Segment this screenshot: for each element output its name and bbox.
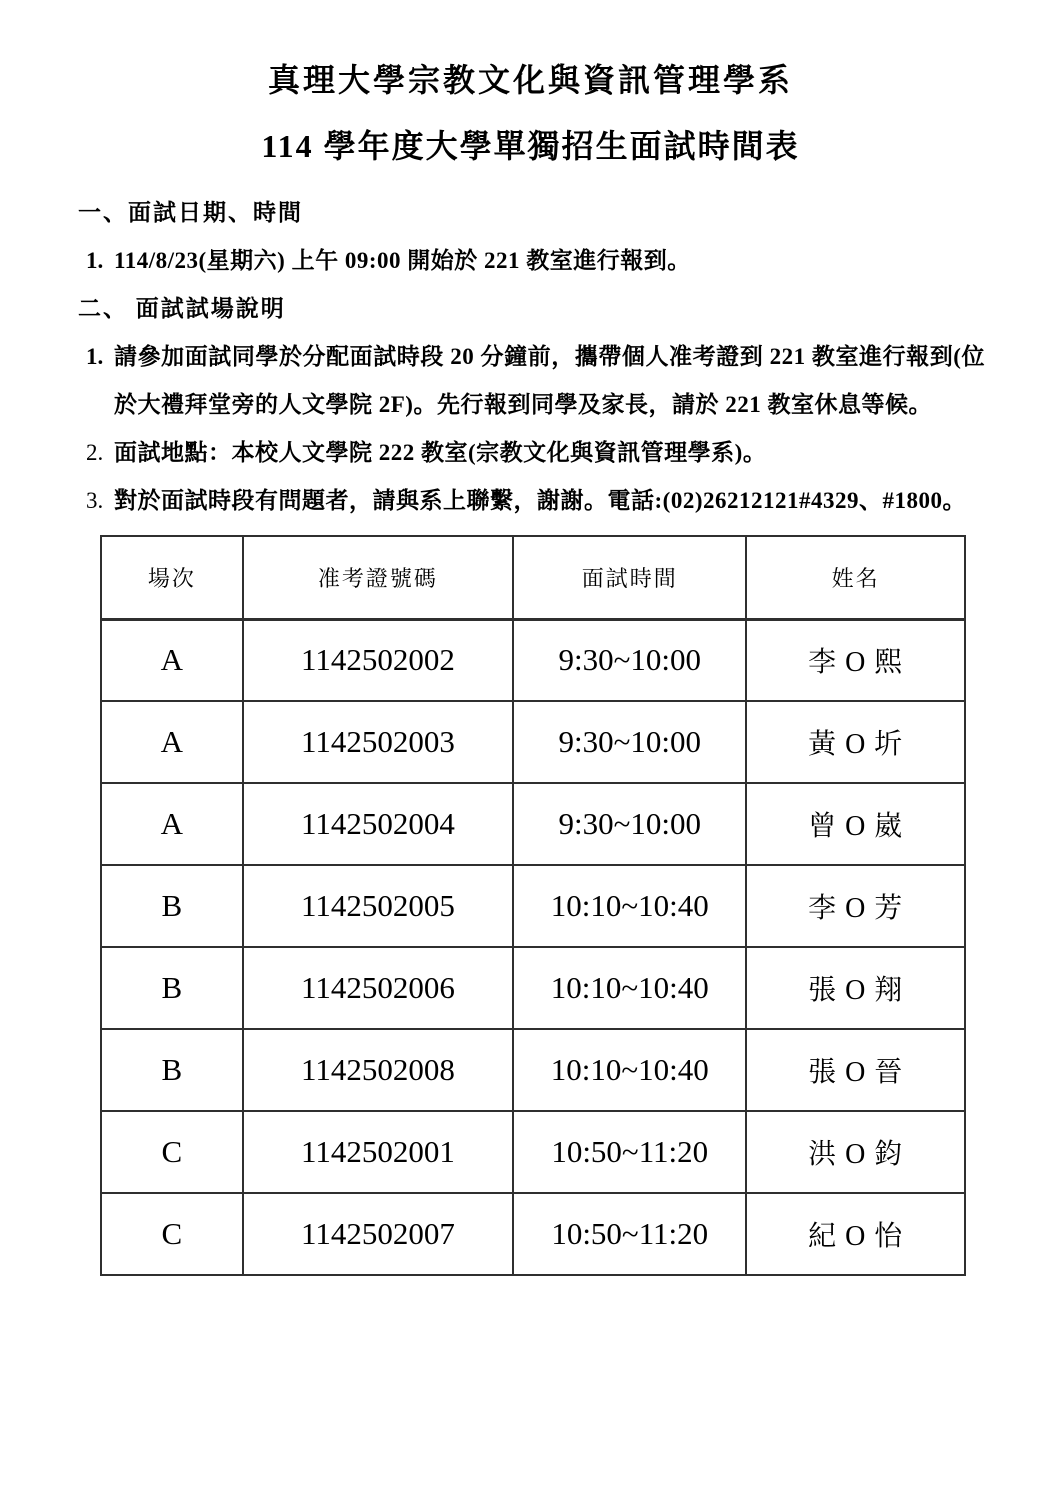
time-cell: 9:30~10:00 bbox=[513, 619, 746, 701]
header-admission-number: 准考證號碼 bbox=[243, 536, 513, 619]
table-row bbox=[101, 619, 965, 701]
list-item-text: 對於面試時段有問題者，請與系上聯繫，謝謝。電話:(02)26212121#4329、#1800。 bbox=[114, 488, 966, 514]
admission-number-cell: 1142502004 bbox=[243, 783, 513, 865]
document-title-line1: 真理大學宗教文化與資訊管理學系 bbox=[267, 62, 793, 98]
session-cell: C bbox=[101, 1193, 243, 1275]
session-cell: C bbox=[101, 1111, 243, 1193]
section-2-item-1 bbox=[78, 333, 985, 429]
list-item-number: 1. bbox=[86, 248, 104, 274]
name-cell: 黃 O 圻 bbox=[746, 701, 965, 783]
list-item-text: 114/8/23(星期六) 上午 09:00 開始於 221 教室進行報到。 bbox=[114, 248, 691, 274]
name-cell: 曾 O 崴 bbox=[746, 783, 965, 865]
list-item-number: 1. bbox=[86, 344, 104, 370]
table-header-row bbox=[101, 536, 965, 619]
session-cell: B bbox=[101, 1029, 243, 1111]
table-row bbox=[101, 1193, 965, 1275]
header-interview-time: 面試時間 bbox=[513, 536, 746, 619]
admission-number-cell: 1142502003 bbox=[243, 701, 513, 783]
table-row bbox=[101, 783, 965, 865]
time-cell: 10:10~10:40 bbox=[513, 1029, 746, 1111]
time-cell: 9:30~10:00 bbox=[513, 701, 746, 783]
header-session: 場次 bbox=[101, 536, 243, 619]
admission-number-cell: 1142502007 bbox=[243, 1193, 513, 1275]
time-cell: 10:50~11:20 bbox=[513, 1193, 746, 1275]
table-row bbox=[101, 1029, 965, 1111]
section-2-item-3 bbox=[78, 477, 985, 525]
title-block bbox=[0, 0, 1061, 167]
name-cell: 洪 O 鈞 bbox=[746, 1111, 965, 1193]
name-cell: 李 O 芳 bbox=[746, 865, 965, 947]
session-cell: B bbox=[101, 947, 243, 1029]
list-item-text: 面試地點：本校人文學院 222 教室(宗教文化與資訊管理學系)。 bbox=[114, 440, 767, 466]
list-item-number: 2. bbox=[86, 440, 104, 466]
time-cell: 10:50~11:20 bbox=[513, 1111, 746, 1193]
section-1-heading: 一、面試日期、時間 bbox=[78, 200, 303, 226]
admission-number-cell: 1142502001 bbox=[243, 1111, 513, 1193]
admission-number-cell: 1142502005 bbox=[243, 865, 513, 947]
admission-number-cell: 1142502002 bbox=[243, 619, 513, 701]
interview-schedule-table bbox=[100, 535, 966, 1276]
name-cell: 張 O 晉 bbox=[746, 1029, 965, 1111]
admission-number-cell: 1142502008 bbox=[243, 1029, 513, 1111]
session-cell: A bbox=[101, 701, 243, 783]
table-row bbox=[101, 701, 965, 783]
list-item-number: 3. bbox=[86, 488, 104, 514]
time-cell: 10:10~10:40 bbox=[513, 865, 746, 947]
header-name: 姓名 bbox=[746, 536, 965, 619]
section-2-item-2 bbox=[78, 429, 985, 477]
session-cell: B bbox=[101, 865, 243, 947]
admission-number-cell: 1142502006 bbox=[243, 947, 513, 1029]
table-row bbox=[101, 947, 965, 1029]
time-cell: 9:30~10:00 bbox=[513, 783, 746, 865]
document-body bbox=[0, 189, 1061, 525]
time-cell: 10:10~10:40 bbox=[513, 947, 746, 1029]
session-cell: A bbox=[101, 619, 243, 701]
name-cell: 張 O 翔 bbox=[746, 947, 965, 1029]
document-title-line2: 114 學年度大學單獨招生面試時間表 bbox=[261, 127, 800, 164]
table-row bbox=[101, 1111, 965, 1193]
name-cell: 李 O 熙 bbox=[746, 619, 965, 701]
table-row bbox=[101, 865, 965, 947]
session-cell: A bbox=[101, 783, 243, 865]
section-2-heading: 二、 面試試場說明 bbox=[78, 296, 286, 322]
section-1-item-1 bbox=[78, 237, 985, 285]
schedule-table-body bbox=[101, 619, 965, 1275]
list-item-text: 請參加面試同學於分配面試時段 20 分鐘前，攜帶個人准考證到 221 教室進行報到(位於大禮拜堂旁的人文學院 2F)。先行報到同學及家長，請於 221 教室休息等候。 bbox=[114, 344, 985, 418]
name-cell: 紀 O 怡 bbox=[746, 1193, 965, 1275]
